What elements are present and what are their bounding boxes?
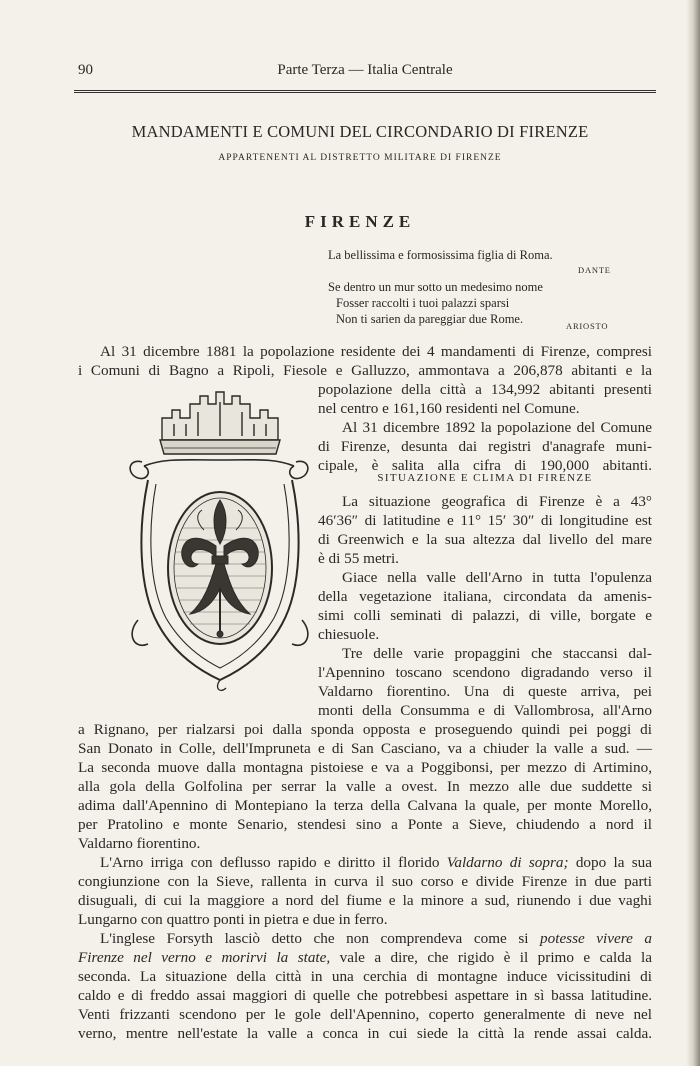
body-line: l'Apennino toscano scendono digradando verso il — [318, 664, 652, 681]
body-line: chiesuole. — [318, 626, 380, 643]
body-line: Giace nella valle dell'Arno in tutta l'opulenza — [342, 569, 652, 586]
body-line: a Rignano, per rialzarsi poi dalla sponda opposta e proseguendo quindi pei poggi di — [78, 721, 652, 738]
body-line: di Greenwich e la sua altezza dal livello del mare — [318, 531, 652, 548]
body-line: La seconda muove dalla montagna pistoiese e va a Poggibonsi, per mezzo di Artimino, — [78, 759, 652, 776]
body-line: cipale, è salita alla cifra di 190,000 abitanti. — [318, 457, 652, 474]
page-edge-shadow — [686, 0, 700, 1066]
section-title: FIRENZE — [304, 212, 416, 231]
body-line: popolazione della città a 134,992 abitanti presenti — [318, 381, 652, 398]
body-line — [78, 929, 652, 948]
florence-coat-of-arms — [124, 388, 314, 698]
body-line: è di 55 metri. — [318, 550, 399, 567]
body-line: verno, mentre nell'estate la valle a conca in cui siede la città la rende assai calda. — [78, 1025, 652, 1042]
subsection-heading: SITUAZIONE E CLIMA DI FIRENZE — [377, 472, 593, 484]
body-line: disuguali, di cui la maggiore a nord del fiume e la minore a sud, riunendo i due vaghi — [78, 892, 652, 909]
epigraph-author-ariosto: ARIOSTO — [566, 321, 609, 331]
body-line: Valdarno fiorentino. Una di queste arriva, pei — [318, 683, 652, 700]
body-line: San Donato in Colle, dell'Impruneta e di San Casciano, va a chiuder la valle a sud. — — [78, 740, 652, 757]
body-line: della vegetazione italiana, circondata da amenis- — [318, 588, 652, 605]
body-line: Lungarno con quattro ponti in pietra e due in ferro. — [78, 911, 388, 928]
epigraph-dante-line: La bellissima e formosissima figlia di Roma. — [328, 248, 553, 262]
body-line: i Comuni di Bagno a Ripoli, Fiesole e Galluzzo, ammontava a 206,878 abitanti e la — [78, 362, 652, 379]
body-line: Tre delle varie propaggini che staccansi dal- — [342, 645, 652, 662]
body-line: caldo e di freddo assai maggiori di quelle che potrebbesi aspettare in sì bassa latitudine. — [78, 987, 652, 1004]
body-line: Al 31 dicembre 1892 la popolazione del Comune — [342, 419, 652, 436]
body-line: adima dall'Apennino di Montepiano la terza della Calvana la quale, per monte Morello, — [78, 797, 652, 814]
body-text: vale a dire, che rigido è il primo e calda la — [330, 949, 652, 966]
body-line: 46′36″ di latitudine e 11° 15′ 30″ di longitudine est — [318, 512, 652, 529]
body-line: alla gola della Golfolina per serrar la valle a ovest. In mezzo alle due suddette si — [78, 778, 652, 795]
epigraph-author-dante: DANTE — [578, 265, 611, 275]
body-italic: Firenze nel verno e morirvi la state, — [78, 949, 331, 966]
body-line: simi colli seminati di palazzi, di ville, borgate e — [318, 607, 652, 624]
body-line: nel centro e 161,160 residenti nel Comune. — [318, 400, 580, 417]
body-line: per Pratolino e monte Senario, stendesi sino a Ponte a Sieve, chiudendo a nord il — [78, 816, 652, 833]
body-text: dopo la sua — [568, 854, 652, 871]
body-line: Venti frizzanti scendono per le gole dell'Apennino, coperto generalmente di neve nel — [78, 1006, 652, 1023]
running-head — [78, 62, 652, 84]
epigraph-ariosto-line: Non ti sarien da pareggiar due Rome. — [336, 312, 524, 326]
body-italic: Valdarno di sopra; — [446, 854, 569, 871]
body-line: monti della Consumma e di Vallombrosa, all'Arno — [318, 702, 652, 719]
body-line: Al 31 dicembre 1881 la popolazione residente dei 4 mandamenti di Firenze, compresi — [100, 343, 652, 360]
body-text: L'Arno irriga con deflusso rapido e diritto il florido — [100, 854, 447, 871]
body-line — [78, 948, 652, 967]
chapter-title: MANDAMENTI E COMUNI DEL CIRCONDARIO DI FIRENZE — [131, 122, 589, 141]
page-number: 90 — [78, 62, 93, 78]
epigraph-ariosto-line: Fosser raccolti i tuoi palazzi sparsi — [336, 296, 510, 310]
chapter-subtitle: APPARTENENTI AL DISTRETTO MILITARE DI FIRENZE — [218, 153, 502, 163]
body-line: La situazione geografica di Firenze è a 43° — [342, 493, 652, 510]
body-line: Valdarno fiorentino. — [78, 835, 201, 852]
body-line: congiunzione con la Sieve, rallenta in curva il suo corso e divide Firenze in due parti — [78, 873, 652, 890]
body-line: di Firenze, desunta dai registri d'anagrafe muni- — [318, 438, 652, 455]
epigraph-ariosto-line: Se dentro un mur sotto un medesimo nome — [328, 280, 543, 294]
cartouche-scroll — [130, 461, 308, 478]
body-line — [78, 853, 652, 872]
body-text: L'inglese Forsyth lasciò detto che non comprendeva come si — [100, 930, 541, 947]
body-line: seconda. La situazione della città in una cerchia di montagne induce vicissitudini di — [78, 968, 652, 985]
header-rule — [74, 90, 656, 93]
running-title: Parte Terza — Italia Centrale — [277, 62, 453, 78]
body-italic: potesse vivere a — [540, 930, 652, 947]
